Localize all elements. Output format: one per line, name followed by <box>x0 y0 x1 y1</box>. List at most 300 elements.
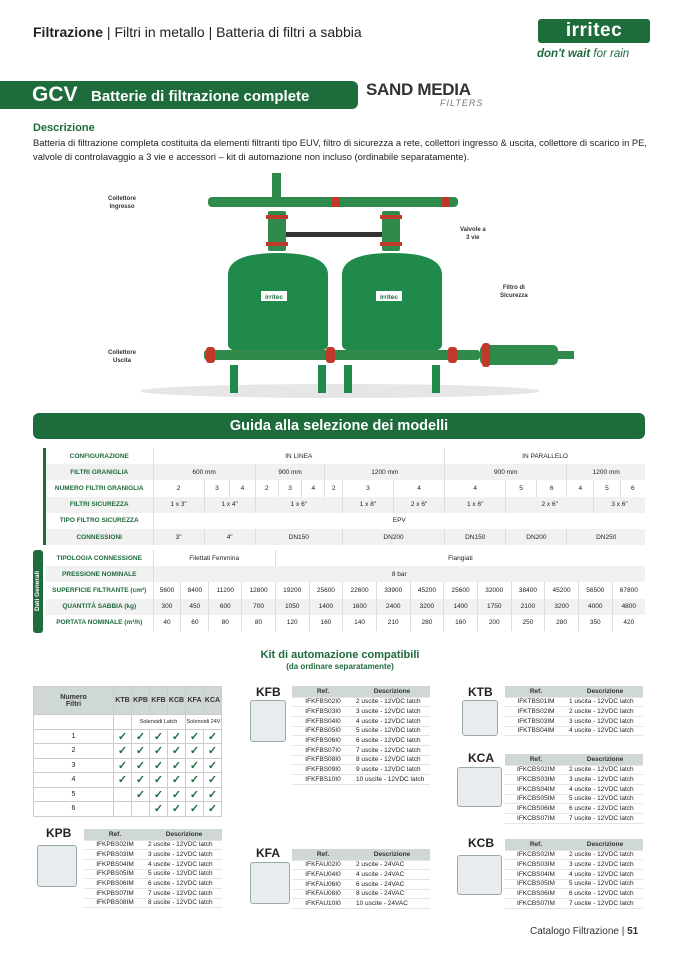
ref-cell: IFKPBS05IM <box>84 869 146 879</box>
desc-cell: 2 uscite - 12VDC latch <box>567 765 643 775</box>
logo-slogan <box>537 48 629 60</box>
kit-table-kpb <box>84 829 222 908</box>
cell: IN LINEA <box>153 448 445 464</box>
ref-cell: IFKCBS07IM <box>505 813 567 823</box>
table-row <box>46 480 645 496</box>
desc-header: Descrizione <box>354 849 430 860</box>
empty-cell <box>34 715 114 730</box>
selection-table <box>46 448 645 545</box>
ref-cell: IFKCBS06IM <box>505 889 567 899</box>
table-row <box>292 870 430 880</box>
desc-cell: 10 uscite - 12VDC latch <box>354 775 430 785</box>
check-cell: ✓ <box>186 802 204 817</box>
header-cell: KCA <box>204 687 222 715</box>
ref-cell: IFKFAU04I0 <box>292 870 354 880</box>
cell: 1600 <box>343 599 377 615</box>
table-row <box>46 550 645 566</box>
row-header: TIPO FILTRO SICUREZZA <box>59 517 139 525</box>
kit-header-row <box>505 839 643 850</box>
label-text: Ingresso <box>109 204 135 210</box>
title-bar <box>0 81 358 109</box>
cell: 1200 mm <box>567 464 645 480</box>
table-row <box>292 879 430 889</box>
subheader-cell: Solenoidi Latch <box>132 715 186 730</box>
table-row <box>46 448 645 464</box>
desc-cell: 8 uscite - 12VDC latch <box>146 898 222 908</box>
table-row <box>505 707 643 717</box>
table-row <box>292 775 430 785</box>
check-cell: ✓ <box>168 758 186 773</box>
cell: 2 x 6" <box>506 497 594 513</box>
table-row <box>46 566 645 582</box>
header-cell: KPB <box>132 687 150 715</box>
header-cell: KFA <box>186 687 204 715</box>
check-cell: ✓ <box>132 787 150 802</box>
ref-cell: IFKFAU06I0 <box>292 879 354 889</box>
table-row <box>505 775 643 785</box>
description-text: Batteria di filtrazione completa costituita da elementi filtranti tipo EUV, filtro di sicurezza a rete, collettori ingresso & uscita, collettore di scarico in PE, valvole di controlavaggio a 3 vie e accessori – kit di automazione non incluso (ordinabile separatamente). <box>33 137 647 162</box>
table-row <box>292 889 430 899</box>
compatibility-matrix <box>33 686 222 817</box>
cell: 25600 <box>309 582 343 598</box>
row-header: FILTRI SICUREZZA <box>46 497 153 513</box>
ref-cell: IFKTBS03IM <box>505 716 567 726</box>
check-cell: ✓ <box>204 729 222 744</box>
table-row <box>84 869 222 879</box>
header-text: Filtri <box>65 700 82 708</box>
cell: 1200 mm <box>325 464 445 480</box>
cell: 2 x 6" <box>394 497 445 513</box>
cell: 45200 <box>545 582 579 598</box>
ref-cell: IFKFAU10I0 <box>292 899 354 909</box>
table-row <box>505 697 643 707</box>
filters-badge: FILTERS <box>440 98 484 108</box>
ref-cell: IFKCBS04IM <box>505 784 567 794</box>
desc-cell: 7 uscite - 12VDC latch <box>567 898 643 908</box>
filter-count-cell: 5 <box>34 787 114 802</box>
subheader-cell: Solenoidi 24V <box>186 715 222 730</box>
table-row <box>505 898 643 908</box>
label-text: Filtro di <box>502 285 525 291</box>
product-illustration <box>100 165 580 400</box>
label-inlet <box>108 195 136 211</box>
kit-label-ktb: KTB <box>468 685 493 699</box>
cell: Flangiati <box>275 550 645 566</box>
table-row <box>505 879 643 889</box>
ref-cell: IFKTBS02IM <box>505 707 567 717</box>
cell: 33900 <box>376 582 410 598</box>
table-row <box>505 716 643 726</box>
table-row <box>292 726 430 736</box>
cell: 67800 <box>612 582 645 598</box>
cell: 8 bar <box>153 566 645 582</box>
ref-cell: IFKPBS03IM <box>84 850 146 860</box>
desc-header: Descrizione <box>354 686 430 697</box>
desc-header: Descrizione <box>567 839 643 850</box>
ref-cell: IFKFAU02I0 <box>292 860 354 870</box>
cell: 4800 <box>612 599 645 615</box>
cell: 8400 <box>181 582 209 598</box>
check-cell: ✓ <box>150 729 168 744</box>
ref-cell: IFKPBS02IM <box>84 840 146 850</box>
desc-cell: 7 uscite - 12VDC latch <box>354 745 430 755</box>
row-header: FILTRI GRANIGLIA <box>46 464 153 480</box>
cell: Filettati Femmina <box>153 550 275 566</box>
check-cell: ✓ <box>150 758 168 773</box>
product-name: Batterie di filtrazione complete <box>91 88 310 105</box>
cell: 40 <box>153 615 181 631</box>
kit-table-kfa <box>292 849 430 909</box>
desc-cell: 8 uscite - 24VAC <box>354 889 430 899</box>
check-cell: ✓ <box>114 758 132 773</box>
kit-header-row <box>292 686 430 697</box>
general-data-label: Dati Generali <box>34 570 41 611</box>
label-safety-filter <box>500 284 528 300</box>
kfa-controller-image <box>250 862 290 904</box>
cell: 300 <box>153 599 181 615</box>
label-text: Sicurezza <box>500 293 528 299</box>
ref-cell: IFKFBS06I0 <box>292 736 354 746</box>
ref-cell: IFKFBS08I0 <box>292 755 354 765</box>
cell: 5 <box>506 480 537 496</box>
filter-count-cell: 4 <box>34 773 114 788</box>
cell: DN150 <box>445 529 506 545</box>
ref-cell: IFKPBS04IM <box>84 859 146 869</box>
desc-cell: 3 uscite - 12VDC latch <box>567 775 643 785</box>
cell: 600 <box>209 599 242 615</box>
kit-table-ktb <box>505 686 643 736</box>
cell: 900 mm <box>445 464 567 480</box>
header-cell: KTB <box>114 687 132 715</box>
table-row <box>505 850 643 860</box>
cell: 2100 <box>511 599 545 615</box>
matrix-row <box>34 729 222 744</box>
desc-cell: 3 uscite - 12VDC latch <box>146 850 222 860</box>
empty-cell <box>114 715 132 730</box>
kcb-controller-image <box>457 855 502 895</box>
desc-cell: 4 uscite - 12VDC latch <box>567 784 643 794</box>
check-cell: ✓ <box>132 729 150 744</box>
kit-header-row <box>292 849 430 860</box>
row-header: NUMERO FILTRI GRANIGLIA <box>54 484 144 492</box>
cell: 38400 <box>511 582 545 598</box>
check-cell: ✓ <box>186 787 204 802</box>
desc-cell: 5 uscite - 12VDC latch <box>567 879 643 889</box>
cell: 3" <box>153 529 204 545</box>
table-row <box>505 860 643 870</box>
slogan-a: don't wait <box>537 48 591 60</box>
check-cell: ✓ <box>168 729 186 744</box>
desc-cell: 7 uscite - 12VDC latch <box>146 888 222 898</box>
ref-cell: IFKCBS05IM <box>505 879 567 889</box>
matrix-row <box>34 787 222 802</box>
cell: 60 <box>181 615 209 631</box>
ref-header: Ref. <box>505 686 567 697</box>
cell: 3200 <box>410 599 444 615</box>
cell: 4 <box>394 480 445 496</box>
table-row <box>46 615 645 631</box>
table-row <box>505 726 643 736</box>
breadcrumb-main: Filtrazione <box>33 24 104 40</box>
desc-cell: 5 uscite - 12VDC latch <box>567 794 643 804</box>
cell: 3 <box>278 480 301 496</box>
ref-header: Ref. <box>505 839 567 850</box>
cell: 3 x 6" <box>594 497 645 513</box>
filter-count-cell: 2 <box>34 744 114 759</box>
kpb-controller-image <box>37 845 77 887</box>
cell: 350 <box>578 615 612 631</box>
footer <box>530 926 638 937</box>
desc-cell: 4 uscite - 12VDC latch <box>567 869 643 879</box>
ref-cell: IFKCBS06IM <box>505 804 567 814</box>
matrix-row <box>34 744 222 759</box>
ref-cell: IFKFBS03I0 <box>292 707 354 717</box>
table-row <box>505 813 643 823</box>
check-cell: ✓ <box>150 787 168 802</box>
header-cell: KFB <box>150 687 168 715</box>
breadcrumb-item: Filtri in metallo <box>114 24 205 40</box>
cell: 4000 <box>578 599 612 615</box>
check-cell: ✓ <box>204 744 222 759</box>
cell: 3 <box>342 480 393 496</box>
cell: 160 <box>444 615 478 631</box>
check-cell: ✓ <box>186 744 204 759</box>
header-text: Numero <box>60 693 87 701</box>
table-row <box>84 879 222 889</box>
cell: 160 <box>309 615 343 631</box>
cell: 25600 <box>444 582 478 598</box>
cell: 1 x 8" <box>342 497 393 513</box>
row-header: CONFIGURAZIONE <box>69 452 129 460</box>
product-code: GCV <box>32 83 78 106</box>
cell: 140 <box>343 615 377 631</box>
kit-table-kcb <box>505 839 643 909</box>
table-row <box>505 889 643 899</box>
table-row <box>292 765 430 775</box>
desc-header: Descrizione <box>146 829 222 840</box>
tank-label: irritec <box>379 294 399 301</box>
desc-cell: 9 uscite - 12VDC latch <box>354 765 430 775</box>
cell: 4 <box>445 480 506 496</box>
ref-cell: IFKTBS01IM <box>505 697 567 707</box>
cell: IN PARALLELO <box>445 448 645 464</box>
check-cell: ✓ <box>204 787 222 802</box>
footer-sep: | <box>618 926 628 937</box>
table-row <box>46 582 645 598</box>
cell: 5600 <box>153 582 181 598</box>
ref-header: Ref. <box>505 754 567 765</box>
cell: 4 <box>567 480 594 496</box>
cell: 80 <box>209 615 242 631</box>
desc-cell: 2 uscite - 12VDC latch <box>146 840 222 850</box>
cell: 3200 <box>545 599 579 615</box>
cell: 19200 <box>275 582 309 598</box>
matrix-row <box>34 758 222 773</box>
check-cell: ✓ <box>204 802 222 817</box>
check-cell: ✓ <box>114 744 132 759</box>
label-valves <box>460 226 486 242</box>
check-cell <box>114 802 132 817</box>
breadcrumb-sep: | <box>103 24 115 40</box>
ref-cell: IFKFBS02I0 <box>292 697 354 707</box>
header-cell: KCB <box>168 687 186 715</box>
filter-count-cell: 1 <box>34 729 114 744</box>
footer-text: Catalogo Filtrazione <box>530 926 619 937</box>
cell: 1750 <box>477 599 511 615</box>
cell: 600 mm <box>153 464 255 480</box>
table-row <box>84 859 222 869</box>
desc-cell: 5 uscite - 12VDC latch <box>146 869 222 879</box>
table-row <box>46 497 645 513</box>
matrix-header <box>34 687 222 715</box>
cell: 280 <box>545 615 579 631</box>
label-text: 3 vie <box>466 235 480 241</box>
label-outlet <box>108 349 136 365</box>
cell: 6 <box>620 480 645 496</box>
matrix-subheader <box>34 715 222 730</box>
desc-cell: 7 uscite - 12VDC latch <box>567 813 643 823</box>
desc-cell: 4 uscite - 24VAC <box>354 870 430 880</box>
cell: 250 <box>511 615 545 631</box>
label-text: Uscita <box>113 358 132 364</box>
table-row <box>292 745 430 755</box>
desc-cell: 6 uscite - 24VAC <box>354 879 430 889</box>
filter-count-cell: 3 <box>34 758 114 773</box>
cell: 1400 <box>309 599 343 615</box>
cell: 5 <box>594 480 621 496</box>
desc-cell: 5 uscite - 12VDC latch <box>354 726 430 736</box>
cell: EPV <box>153 513 645 529</box>
desc-cell: 4 uscite - 12VDC latch <box>354 716 430 726</box>
row-header: PORTATA NOMINALE (m³/h) <box>56 619 143 627</box>
row-header: PRESSIONE NOMINALE <box>46 566 153 582</box>
check-cell: ✓ <box>168 787 186 802</box>
general-data-table <box>46 550 645 631</box>
check-cell: ✓ <box>204 773 222 788</box>
check-cell: ✓ <box>132 773 150 788</box>
kit-label-kcb: KCB <box>468 836 494 850</box>
cell: 1 x 4" <box>204 497 255 513</box>
table-row <box>292 716 430 726</box>
table-row <box>292 736 430 746</box>
ref-cell: IFKCBS02IM <box>505 765 567 775</box>
cell: 2 <box>255 480 278 496</box>
ref-cell: IFKFBS07I0 <box>292 745 354 755</box>
check-cell: ✓ <box>204 758 222 773</box>
table-row <box>46 529 645 545</box>
kit-table-kca <box>505 754 643 824</box>
cell: 1 x 6" <box>255 497 342 513</box>
ref-cell: IFKCBS03IM <box>505 860 567 870</box>
cell: 900 mm <box>255 464 325 480</box>
cell: 1 x 3" <box>153 497 204 513</box>
kit-table-kfb <box>292 686 430 785</box>
cell: 22600 <box>343 582 377 598</box>
desc-cell: 6 uscite - 12VDC latch <box>354 736 430 746</box>
cell: DN150 <box>255 529 342 545</box>
desc-cell: 6 uscite - 12VDC latch <box>567 804 643 814</box>
irritec-logo: irritec <box>538 19 650 43</box>
check-cell: ✓ <box>150 773 168 788</box>
desc-cell: 2 uscite - 12VDC latch <box>567 850 643 860</box>
check-cell: ✓ <box>132 744 150 759</box>
desc-cell: 10 uscite - 24VAC <box>354 899 430 909</box>
cell: 120 <box>275 615 309 631</box>
table-row <box>505 794 643 804</box>
desc-cell: 2 uscite - 12VDC latch <box>354 697 430 707</box>
kit-header-row <box>84 829 222 840</box>
label-text: Valvole a <box>460 227 486 233</box>
kit-subheading: (da ordinare separatamente) <box>286 662 394 671</box>
ref-cell: IFKCBS02IM <box>505 850 567 860</box>
table-row <box>292 899 430 909</box>
ref-cell: IFKPBS06IM <box>84 879 146 889</box>
description-heading: Descrizione <box>33 122 95 134</box>
ref-header: Ref. <box>292 849 354 860</box>
cell: 2 <box>325 480 342 496</box>
cell: 1050 <box>275 599 309 615</box>
kit-heading: Kit di automazione compatibili <box>260 649 420 661</box>
cell: 32000 <box>477 582 511 598</box>
cell: 1400 <box>444 599 478 615</box>
cell: 280 <box>410 615 444 631</box>
cell: 45200 <box>410 582 444 598</box>
table-row <box>292 707 430 717</box>
check-cell <box>132 802 150 817</box>
cell: 11200 <box>209 582 242 598</box>
kit-label-kca: KCA <box>468 751 494 765</box>
desc-cell: 6 uscite - 12VDC latch <box>146 879 222 889</box>
kit-label-kfb: KFB <box>256 685 281 699</box>
desc-cell: 6 uscite - 12VDC latch <box>567 889 643 899</box>
cell: 2 <box>153 480 204 496</box>
tank-label: irritec <box>264 294 284 301</box>
ref-header: Ref. <box>84 829 146 840</box>
breadcrumb-item: Batteria di filtri a sabbia <box>216 24 362 40</box>
cell: 80 <box>242 615 276 631</box>
check-cell: ✓ <box>150 802 168 817</box>
ref-cell: IFKCBS03IM <box>505 775 567 785</box>
table-row <box>505 784 643 794</box>
label-text: Collettore <box>108 350 137 356</box>
ref-header: Ref. <box>292 686 354 697</box>
desc-cell: 2 uscite - 24VAC <box>354 860 430 870</box>
cell: 56500 <box>578 582 612 598</box>
ref-cell: IFKFBS04I0 <box>292 716 354 726</box>
table-row <box>292 755 430 765</box>
desc-cell: 3 uscite - 12VDC latch <box>567 860 643 870</box>
table-row <box>46 464 645 480</box>
table-row <box>292 860 430 870</box>
cell: DN250 <box>567 529 645 545</box>
ref-cell: IFKFBS10I0 <box>292 775 354 785</box>
matrix-row <box>34 773 222 788</box>
check-cell: ✓ <box>114 773 132 788</box>
ref-cell: IFKTBS04IM <box>505 726 567 736</box>
table-row <box>84 888 222 898</box>
header-cell <box>34 687 114 715</box>
check-cell: ✓ <box>132 758 150 773</box>
desc-header: Descrizione <box>567 686 643 697</box>
table-row <box>46 513 645 529</box>
matrix-body <box>34 729 222 816</box>
selection-guide-title: Guida alla selezione dei modelli <box>33 413 645 439</box>
cell: 2400 <box>376 599 410 615</box>
ref-cell: IFKPBS08IM <box>84 898 146 908</box>
check-cell: ✓ <box>186 773 204 788</box>
page-number: 51 <box>627 926 639 937</box>
cell: 4 <box>302 480 325 496</box>
